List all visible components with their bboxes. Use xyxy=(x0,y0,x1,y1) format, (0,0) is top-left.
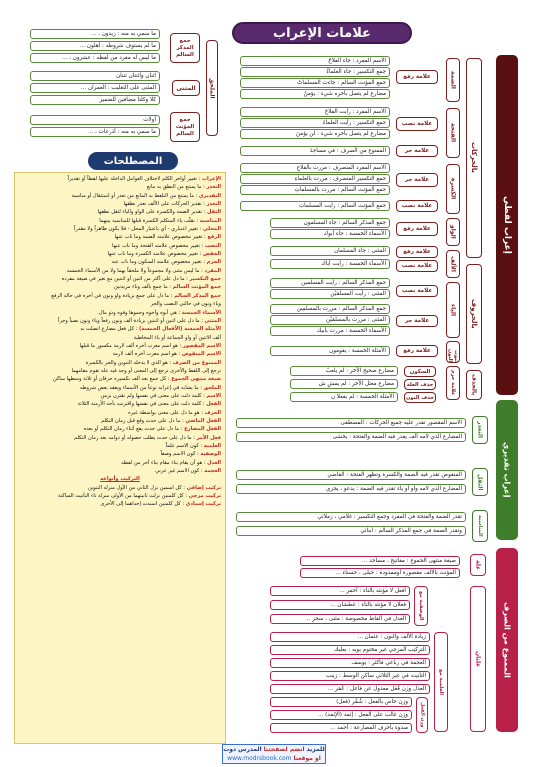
glossary-definition: : تغيير اعتباري - أي باعتبار المحل - فلا يكون ظاهراً ولا مقدراً xyxy=(73,226,204,233)
alam-item: التأنيث في غير الثلاثي ساكن الوسط : زينب xyxy=(270,671,430,681)
glossary-panel xyxy=(14,172,226,744)
footer-site-label: او موقعنا xyxy=(293,755,321,762)
glossary-entry xyxy=(19,409,221,417)
mudhakkar-item: ما لم يستوف شروطه : أهلون ... xyxy=(30,41,160,51)
glossary-term: الوصفية xyxy=(200,451,221,458)
muannath-item: ما سمي به منه : أذرعات ، ... xyxy=(30,127,160,137)
estimated-item: تقدر الضمة والفتحة في المفرد وجمع التكسير : غلامي ، زملائي xyxy=(236,512,466,522)
kasra-item: جمع المؤنث السالم : مررت بالمسلماتِ xyxy=(240,185,390,195)
glossary-definition: : ما يشابه في إعرابه نوعاً من الأسماء ويفقد بعض شروطه xyxy=(79,384,204,391)
illatan-tag: علتان xyxy=(470,586,486,732)
glossary-term: الاسم المقصور xyxy=(182,342,221,349)
footer-url[interactable]: www.modrsbook.com xyxy=(227,755,292,762)
glossary-entry xyxy=(19,292,221,300)
ya-item: المثنى : رأيت المسلمَيْن xyxy=(270,289,390,299)
sifat-tag: الوصفية مع xyxy=(414,586,428,626)
glossary-definition: : ما يمتنع من التلفظ به المانع من تعذر أو استثقال أو مناسبة xyxy=(71,192,199,199)
mudhakkar-item: ما ليس له مفرد من لفظه : عشرون ، ... xyxy=(30,53,160,63)
glossary-entry xyxy=(19,367,221,375)
glossary-entry xyxy=(19,200,221,208)
glossary-entry xyxy=(19,183,221,191)
glossary-entry xyxy=(19,450,221,458)
glossary-entry xyxy=(19,400,221,408)
glossary-entry xyxy=(19,467,221,475)
mulhaq-tag: الملحق xyxy=(206,40,218,136)
glossary-definition: : تقلّب ياء المتكلم الكسرة قبلها للمناسبة بينهما xyxy=(99,217,200,224)
sifat-item: أفعل لا مؤنثه بالتاء : أحمر ... xyxy=(270,586,410,596)
tarakib-entry xyxy=(19,484,221,492)
glossary-entry xyxy=(19,225,221,233)
glossary-entry xyxy=(19,275,221,283)
ya-item: جمع المذكر السالم : مررت بالمسلمِين xyxy=(270,304,390,314)
waw-role: علامة رفع xyxy=(396,222,438,236)
glossary-definition: : هي أبوه وأخوه وحموها وفوه وذو مال. xyxy=(97,309,182,316)
glossary-definition: : كل كلمتين اسندت إحداهما إلى الأخرى xyxy=(100,501,186,508)
glossary-definition: ألف الاثنين أو واو الجماعة أو ياء المخاطبة xyxy=(133,334,221,341)
glossary-term: الخفض xyxy=(203,251,221,258)
alif-item: المثنى : جاء المسلمان xyxy=(270,246,390,256)
sukun-tag: السكون xyxy=(404,366,436,377)
hadhf-noon-tag: حذف النون xyxy=(404,392,436,403)
kasra-item: جمع التكسير المنصرف : مررت بالعلماءِ xyxy=(240,174,390,184)
glossary-term: الرفع xyxy=(207,234,221,241)
glossary-definition: : ما دل على حدث يقع أثناء زمان التكلم أو بعده xyxy=(83,426,185,433)
glossary-term: صيغة منتهى الجموع xyxy=(171,376,221,383)
illa-item: صيغة منتهى الجموع : مفاتيح ، مساجد ... xyxy=(300,556,460,566)
glossary-definition: : هو ما دل على معنى بواسطة غيره xyxy=(128,409,205,416)
glossary-term: جمع المؤنث السالم xyxy=(172,284,221,291)
glossary-entry xyxy=(19,350,221,358)
noon-role: علامة رفع xyxy=(396,345,438,357)
glossary-term: الاسم المنقوص xyxy=(181,351,221,358)
alam-item: وزن خاص بالفعل : شُمَّر (فعل) xyxy=(270,697,412,707)
glossary-entry xyxy=(19,217,221,225)
waw-tag: الواو xyxy=(446,218,460,246)
ya-item: المثنى : مررت بالمسلمَيْن xyxy=(270,315,390,325)
footer-banner[interactable] xyxy=(222,744,326,764)
alif-role-raf: علامة رفع xyxy=(396,246,438,258)
glossary-entry xyxy=(19,342,221,350)
glossary-definition: : هو اسم معرب أخره ألف لازمة xyxy=(112,351,182,358)
damma-item: جمع التكسير : جاء العلماءُ xyxy=(240,67,390,77)
glossary-definition: : كلمة دلت على معنى في نفسها ولم تقترن بزمن xyxy=(100,392,207,399)
fatha-tag: الفتحة xyxy=(446,108,460,158)
tarakib-entry xyxy=(19,500,221,508)
glossary-entry xyxy=(19,434,221,442)
alif-role-nasb: علامة نصب xyxy=(396,260,438,272)
glossary-entry xyxy=(19,425,221,433)
glossary-term: الملحق xyxy=(203,384,221,391)
glossary-term: المناسبة xyxy=(199,217,221,224)
estimated-item: وتقدر الضمة في جمع المذكر السالم : أبنائي xyxy=(236,526,466,536)
glossary-term: فعل الأمر xyxy=(196,434,221,441)
glossary-definition: : كل كلمتين نزلت ثانيتهما من الأولى منزلة تاء التأنيث الساكنة xyxy=(57,493,189,500)
non-declinable-bar: الممنوع من الصرف xyxy=(496,548,518,732)
glossary-entry xyxy=(19,192,221,200)
damma-item: جمع المؤنث السالم : جاءت المسلماتُ xyxy=(240,78,390,88)
glossary-term: تركيب مزجي xyxy=(188,493,221,500)
glossary-definition: : ما دل على حدث يطلب حصوله أو دوامه بعد زمان التكلم xyxy=(73,434,197,441)
damma-item: مضارع لم يتصل بأخره شيء : يؤمنُ xyxy=(240,89,390,99)
estimated-bar: إعراب تقديري xyxy=(496,400,518,540)
glossary-term: الأسماء الخمسة xyxy=(181,309,221,316)
glossary-term: النصب xyxy=(204,242,221,249)
tarakib-title: التركيب وأنواعه xyxy=(100,476,140,483)
hadhf-tag: بالحذف xyxy=(466,370,482,400)
mudhakkar-item: ما سمي به منه : زيدون ، ... xyxy=(30,29,160,39)
glossary-definition: وياء ونون في حالتي النصب والجر xyxy=(150,301,221,308)
glossary-term: الجزم xyxy=(206,259,221,266)
glossary-term: تركيب إضافي xyxy=(186,484,221,491)
glossary-entry xyxy=(19,417,221,425)
footer-join: انضم لصفحتنا xyxy=(263,746,305,753)
glossary-term: الفعل الماضي xyxy=(185,417,221,424)
fatha-item: مضارع لم يتصل بأخره شيء : لن يؤمنَ xyxy=(240,129,390,139)
glossary-term: الأمثلة الخمسة (الأفعال الخمسة) xyxy=(138,326,221,333)
glossary-definition: : تغيير مخصوص علامته الفتحة وما ناب عنها xyxy=(112,242,205,249)
glossary-definition: : ما دل على جمع بزيادة واو ونون في أخره في حالة الرفع xyxy=(51,292,175,299)
taadhur-tag: التعذر xyxy=(472,416,488,444)
waw-item: جمع المذكر السالم : جاء المسلمون xyxy=(270,218,390,228)
mudhakkar-tag: جمع المذكر السالم xyxy=(170,33,200,63)
glossary-definition: : تغيير مخصوص علامته الكسرة وما ناب عنها xyxy=(107,251,204,258)
glossary-entry xyxy=(19,258,221,266)
glossary-definition: : كلمة دلت على معنى في نفسها واقترنت بأحد الأزمنة الثلاثة xyxy=(77,401,207,408)
glossary-entry xyxy=(19,309,221,317)
fatha-role: علامة نصب xyxy=(396,117,438,131)
glossary-entry xyxy=(19,283,221,291)
glossary-entry xyxy=(19,375,221,383)
glossary-definition: : تغيير أواخر الكلم لاختلاف العوامل الداخلة عليها لفظاً أو تقديراً xyxy=(67,176,202,182)
estimated-item: المنقوص تقدر فيه الضمة والكسرة وتظهر الفتحة : القاضي xyxy=(236,470,466,480)
kasra-nasb-item: جمع المؤنث السالم : رأيت المسلماتِ xyxy=(240,201,390,211)
glossary-entry xyxy=(19,317,221,325)
damma-role: علامة رفع xyxy=(396,70,438,84)
glossary-definition: : كل اسمين نزل الثاني من الأول منزلة التنوين xyxy=(87,484,187,491)
fatha-item: جمع التكسير : رأيت العلماءَ xyxy=(240,118,390,128)
glossary-entry xyxy=(19,300,221,308)
glossary-definition: : تغيير مخصوص علامته السكون وما ناب عنه xyxy=(111,259,207,266)
glossary-term: التقديري xyxy=(198,192,221,199)
glossary-entry xyxy=(19,175,221,183)
literal-bar: إعراب لفظي xyxy=(496,55,518,395)
alam-tag: العلمية مع xyxy=(434,632,448,732)
tarakib-entry xyxy=(19,492,221,500)
glossary-definition: : كون الاسم علماً xyxy=(165,443,204,449)
alam-item: العجمة في رباعي فأكثر : يوسف xyxy=(270,658,430,668)
glossary-term: المثنى xyxy=(204,317,221,324)
muthanna-item: المثنى على التغليب : العمران ... xyxy=(30,83,160,93)
damma-item: الاسم المفرد : جاء الفلاحُ xyxy=(240,56,390,66)
sifat-item: فعلان لا مؤنثه بالتاء : عطشان ... xyxy=(270,600,410,610)
glossary-term: الفعل xyxy=(206,401,221,408)
glossary-entry xyxy=(19,250,221,258)
glossary-entry xyxy=(19,392,221,400)
hadhf-illa-tag: حذف العلة xyxy=(404,379,436,390)
munasaba-tag: المناسبة xyxy=(472,510,488,542)
alif-tag: الألف xyxy=(446,250,460,278)
illa-item: المؤنث بالألف مقصورة أوممدودة : حبلى ، حسناء ... xyxy=(300,568,460,578)
muthanna-item: اثنان واثنتان ثنتان xyxy=(30,71,160,81)
glossary-term: الإعراب xyxy=(201,176,221,182)
muannath-item: أولات xyxy=(30,115,160,125)
hadhf-item: الأمثلة الخمسة : لم يفعلا ن xyxy=(290,392,398,402)
glossary-term: تركيب إسنادي xyxy=(185,501,221,508)
alif-item: الأسماء الخمسة : رأيت أباك xyxy=(270,259,390,269)
alam-item: التركيب المزجي غير مختوم بويه : بعلبك xyxy=(270,645,430,655)
glossary-definition: : تقدير الحركات على الألف تعذر نطقها xyxy=(123,201,207,208)
fatha-jar-item: الممنوع من الصرف : في مساجدَ xyxy=(240,146,390,156)
glossary-definition: : كل جمع بعد ألف تكسيره حرفان أو ثلاثة وسطها ساكن xyxy=(52,376,172,383)
footer-more: للمزيد xyxy=(306,746,325,753)
sifat-item: العدل في ألفاظ مخصوصة : مثنى ، سحر ... xyxy=(270,614,410,624)
glossary-definition: : ما ليس مثنى ولا مجموعاً ولا ملحقاً بهما ولا من الأسماء الخمسة xyxy=(66,267,205,274)
sukun-item: مضارع صحيح الآخر : لم يلعبْ xyxy=(290,366,398,376)
glossary-term: المحلي xyxy=(203,226,221,233)
glossary-term: التعذر xyxy=(206,201,221,208)
glossary-definition: ترجع إلى اللفظ والأخرى ترجع إلى المعنى أو وجد فيه علة تقوم مقامهما xyxy=(71,367,221,374)
kasra-tag: الكسرة xyxy=(446,164,460,214)
glossary-definition: : هو اسم معرب أخره ألف لازمة مكسور ما قبلها xyxy=(79,342,183,349)
alam-item: وزن غالب على الفعل : إثمد (الإثمد) ... xyxy=(270,710,412,720)
glossary-entry xyxy=(19,459,221,467)
glossary-entry xyxy=(19,384,221,392)
ya-item: جمع المذكر السالم : رأيت المسلمين xyxy=(270,278,390,288)
glossary-term: الاسم xyxy=(206,392,221,399)
glossary-definition: : ما دل على حدث وقع قبل زمان التكلم xyxy=(100,417,186,424)
glossary-term: جمع المذكر السالم xyxy=(174,292,221,299)
glossary-term: الممنوع من الصرف xyxy=(172,359,221,366)
glossary-definition: : ما دل على أكثر من اثنين أو اثنتين مع تغير في صيغة مفرده xyxy=(61,276,190,283)
glossary-definition: : كون الاسم وصفاً xyxy=(160,451,201,458)
glossary-term: العدل xyxy=(207,459,221,466)
glossary-term: جمع التكسير xyxy=(189,276,221,283)
waw-item: الأسماء الخمسة : جاء أبوك xyxy=(270,229,390,239)
glossary-entry xyxy=(19,267,221,275)
glossary-term: التعذر xyxy=(206,184,221,191)
glossary-term: العلمية xyxy=(203,443,221,449)
kasra-role: علامة جر xyxy=(396,173,438,187)
glossary-definition: : ما جمع بألف وتاء مزيدتين xyxy=(114,284,173,291)
ya-item: الأسماء الخمسة : مررت بأبيك xyxy=(270,326,390,336)
kasra-item: الاسم المفرد المنصرف : مررت بالفلاحِ xyxy=(240,163,390,173)
thiql-tag: الثقل xyxy=(472,468,488,496)
glossary-title: المصطلحات xyxy=(88,152,178,170)
glossary-definition: : كل فعل مضارع اتصلت به xyxy=(80,326,139,333)
alam-item: العدل وزن فُعَل معدول عن فاعل : عُمَر ... xyxy=(270,684,430,694)
page-title: علامات الإعراب xyxy=(232,22,412,44)
glossary-entry xyxy=(19,442,221,450)
ya-role-jar: علامة جر xyxy=(396,315,438,327)
noon-tag: ثبوت النون xyxy=(446,341,460,363)
estimated-item: الاسم المقصور تقدر عليه جميع الحركات : المصطفى xyxy=(236,418,466,428)
glossary-term: الحرف xyxy=(204,409,221,416)
glossary-term: العجمة xyxy=(204,468,221,475)
noon-item: الأمثلة الخمسة : يقومون xyxy=(270,346,390,356)
glossary-definition: : تقدير الضمة والكسرة على الواو والياء لثقل نطقها xyxy=(97,209,208,216)
harakat-tag: بالحركات xyxy=(466,58,482,258)
ya-role-nasb: علامة نصب xyxy=(396,285,438,297)
estimated-item: المضارع الذي لامه واو أو ياء تقدر فيه الضمة : يدعو ، يجري xyxy=(236,484,466,494)
alam-item: زيادة الألف والنون : عثمان ... xyxy=(270,632,430,642)
kasra-nasb-role: علامة نصب xyxy=(396,200,438,212)
wazn-tag: وزن الفعل xyxy=(416,697,428,733)
ya-tag: الياء xyxy=(446,282,460,338)
alam-item: مبدوء بأحرف المضارعة : أحمد ... xyxy=(270,723,412,733)
damma-tag: الضمة xyxy=(446,58,460,102)
glossary-entry xyxy=(19,334,221,342)
glossary-term: الفعل المضارع xyxy=(184,426,221,433)
glossary-definition: : ما دل على اثنين أو اثنتين بزيادة ألف ونون رفعاً وياء ونون نصباً وجراً xyxy=(58,317,205,324)
glossary-entry xyxy=(19,242,221,250)
glossary-definition: : ما يمتنع من النطق به مانع xyxy=(146,184,207,191)
glossary-entry xyxy=(19,325,221,333)
glossary-definition: : هو الذي لا يدخله التنوين والجر بالكسرة xyxy=(85,359,173,366)
fatha-item: الاسم المفرد : رأيت الفلاحَ xyxy=(240,107,390,117)
muthanna-tag: المثنى xyxy=(172,80,200,96)
illa-tag: علة xyxy=(470,554,486,576)
jazm-tag: علامة جزم xyxy=(446,366,460,400)
footer-brand: المدرس دوت xyxy=(223,746,262,753)
huroof-tag: بالحروف xyxy=(466,264,482,364)
hadhf-item: مضارع معتل الآخر : لم يمشِ ش xyxy=(290,379,398,389)
glossary-term: المفرد xyxy=(204,267,221,274)
glossary-definition: : كون الاسم غير عربي xyxy=(155,468,205,475)
glossary-entry xyxy=(19,208,221,216)
glossary-definition: : تغيير مخصوص علامته الضمة وما ناب عنها xyxy=(114,234,208,241)
glossary-entry xyxy=(19,359,221,367)
muannath-tag: جمع المؤنث السالم xyxy=(170,112,200,142)
glossary-entry xyxy=(19,233,221,241)
glossary-definition: : هو أن يقام بناء مقام بناء أخر من لفظه xyxy=(121,459,208,466)
fatha-jar-role: علامة جر xyxy=(396,145,438,157)
muthanna-item: كلا وكلتا مضافين للضمير xyxy=(30,95,160,105)
estimated-item: المضارع الذي لامه ألف يقدر فيه الضمة والفتحة : يخشى xyxy=(236,432,466,442)
glossary-term: الثقل xyxy=(207,209,221,216)
